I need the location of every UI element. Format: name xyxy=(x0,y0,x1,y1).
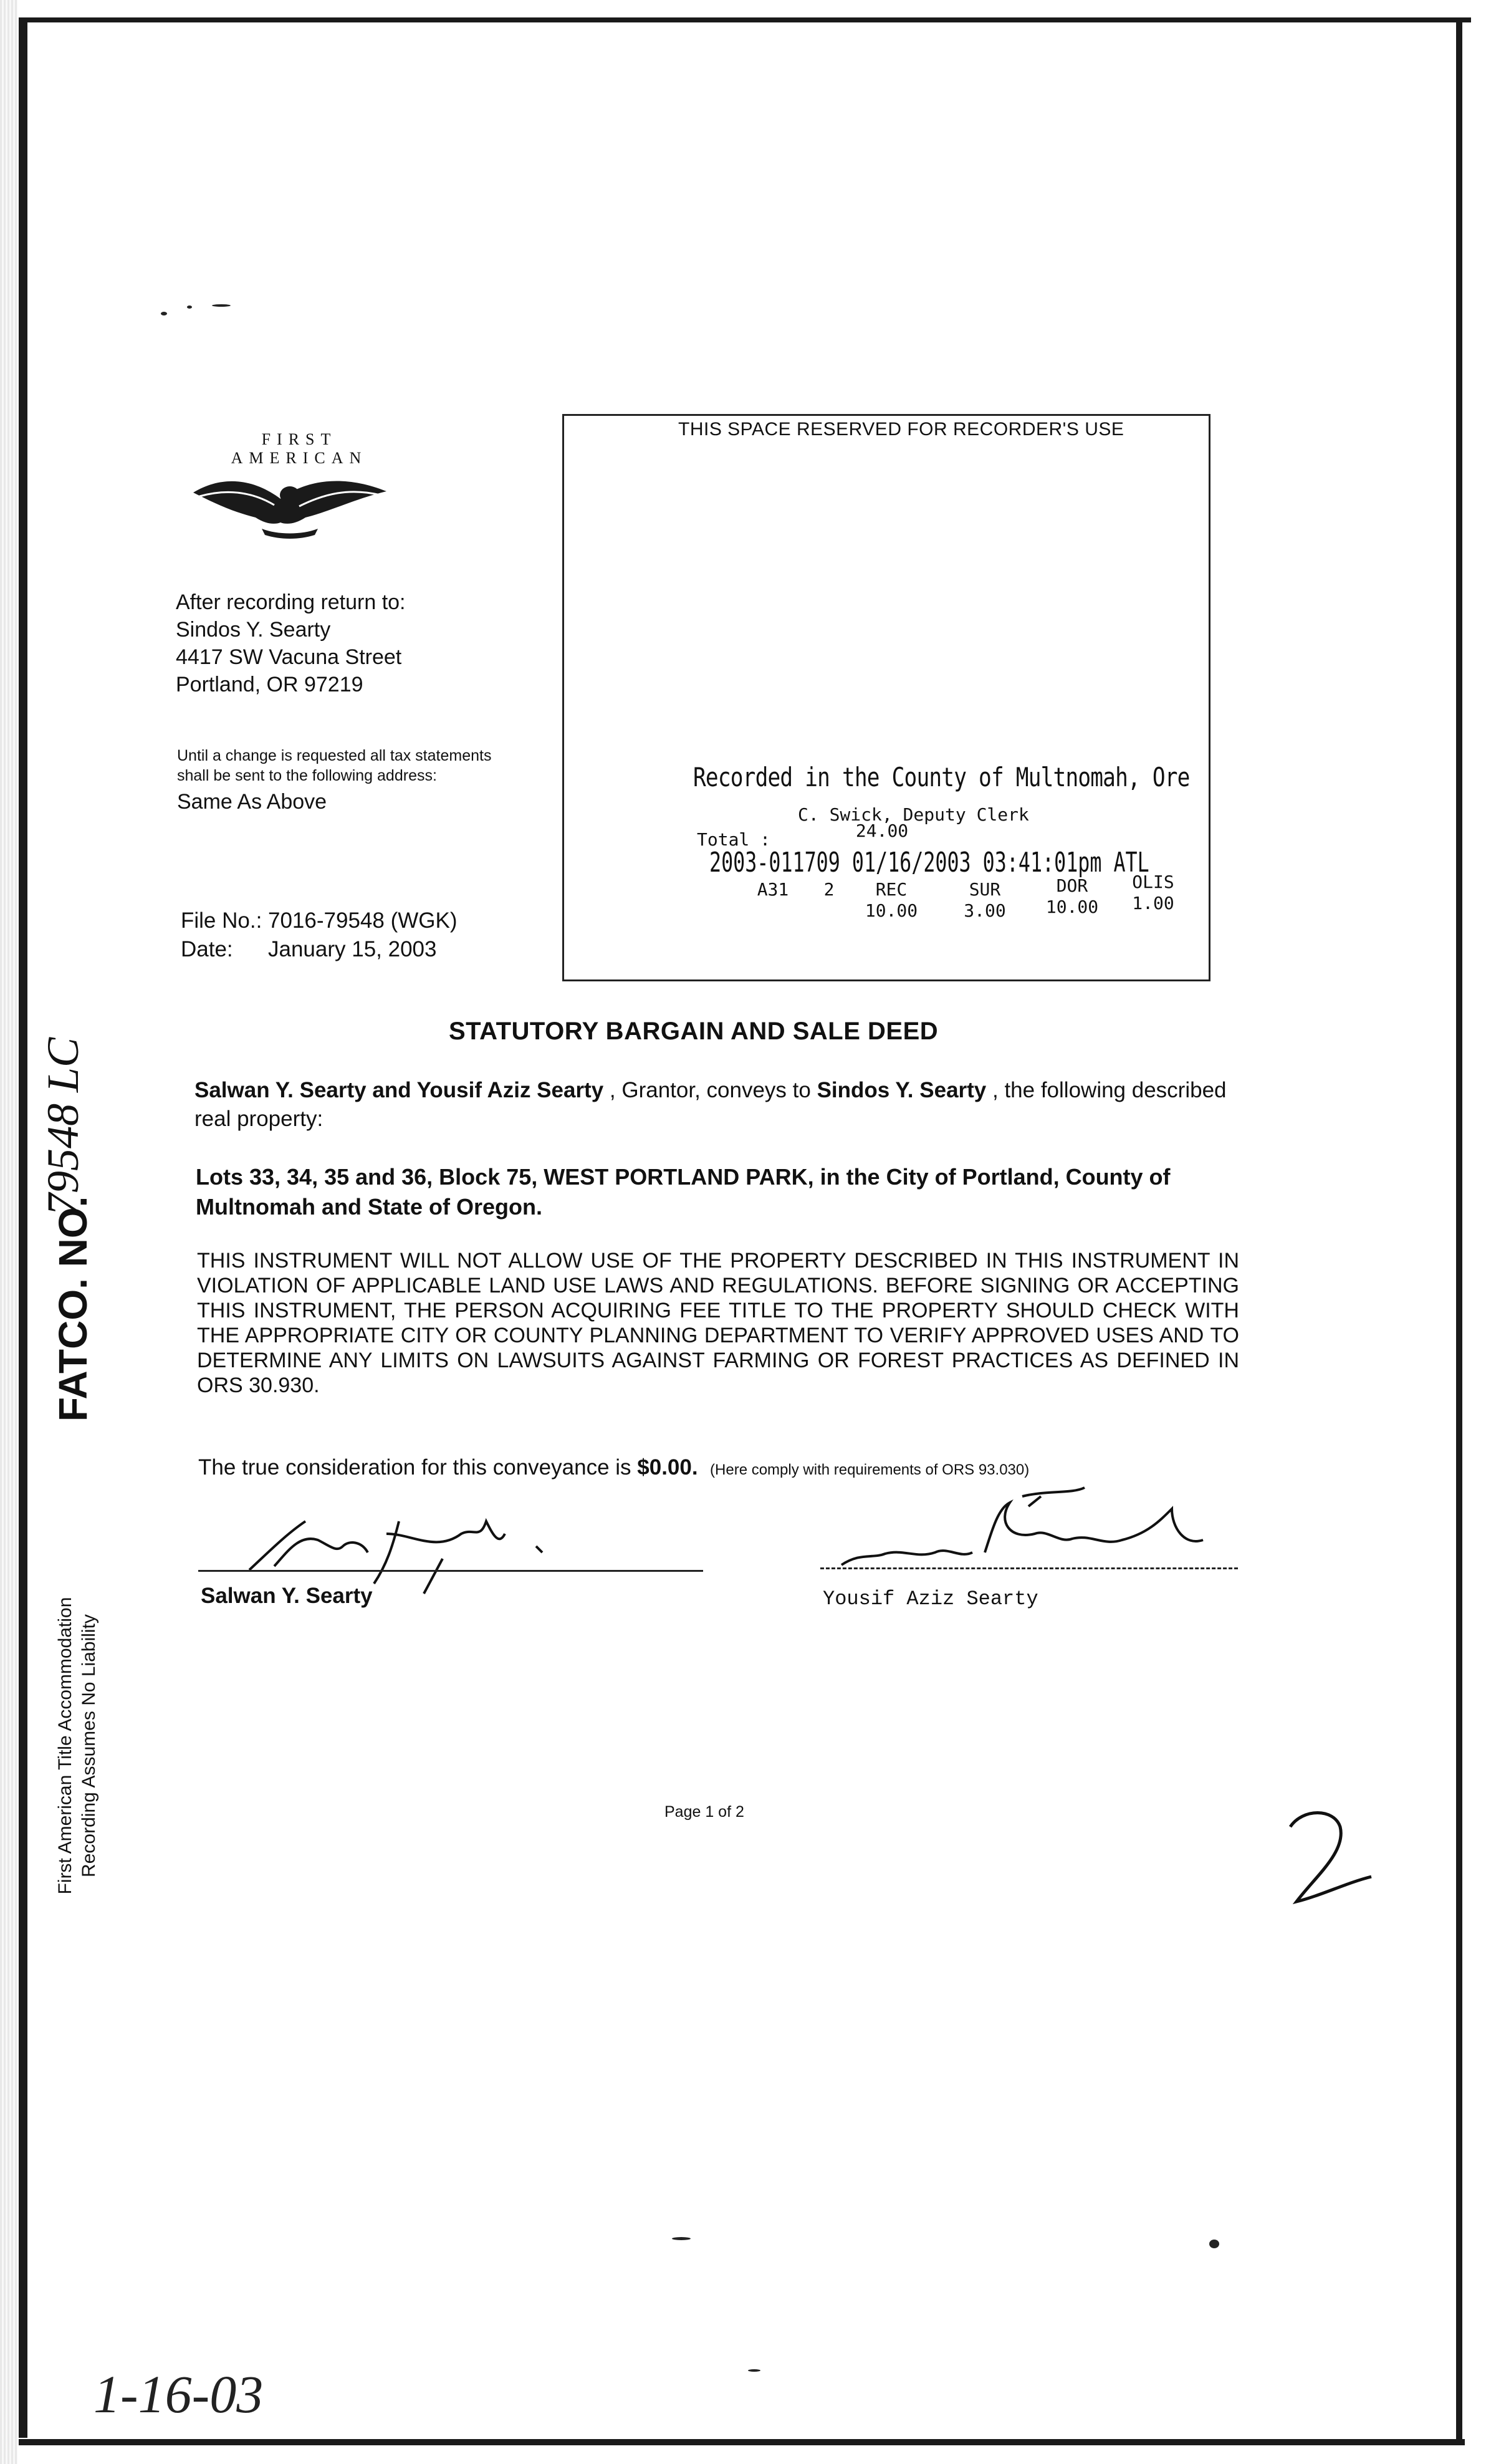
fatco-label: FATCO. NO. xyxy=(50,1196,95,1422)
title-disclaimer-margin xyxy=(54,1584,122,1908)
return-name: Sindos Y. Searty xyxy=(176,618,331,642)
property-description: Lots 33, 34, 35 and 36, Block 75, WEST PORTLAND PARK, in the City of Portland, County of Multnomah and State of Oregon. xyxy=(196,1164,1171,1220)
scan-speck xyxy=(212,304,231,307)
fee-code: SUR xyxy=(969,879,1001,900)
fee-value: 10.00 xyxy=(865,900,918,921)
scan-edge xyxy=(0,0,17,2464)
page-number: Page 1 of 2 xyxy=(664,1803,744,1821)
fee-value: 3.00 xyxy=(964,900,1006,921)
fee-code: REC xyxy=(875,879,908,900)
scan-speck xyxy=(187,306,192,309)
logo-arc-text: FIRST AMERICAN xyxy=(231,430,368,467)
consideration-text: The true consideration for this conveyance is xyxy=(198,1455,638,1480)
page-border-bottom xyxy=(19,2439,1465,2445)
grantor-end: , the following described real property: xyxy=(194,1078,1227,1131)
fee-value: 10.00 xyxy=(1045,897,1099,917)
fee-code: A31 xyxy=(757,879,789,900)
disclaimer-line-2: Recording Assumes No Liability xyxy=(79,1614,99,1877)
fatco-handwritten: 79548 LC xyxy=(38,1037,88,1216)
file-info-block xyxy=(181,907,457,964)
signature-line-right xyxy=(820,1567,1238,1569)
fee-code: OLIS xyxy=(1132,872,1174,892)
stamp-clerk: C. Swick, Deputy Clerk xyxy=(798,804,1029,825)
file-number-value: 7016-79548 (WGK) xyxy=(268,908,458,933)
scan-speck xyxy=(748,2369,760,2372)
return-street: 4417 SW Vacuna Street xyxy=(176,645,402,669)
page-border-top xyxy=(19,17,1471,22)
return-address-block xyxy=(176,589,406,698)
grantor-names: Salwan Y. Searty and Yousif Aziz Searty xyxy=(194,1078,604,1102)
grantee-name: Sindos Y. Searty xyxy=(817,1078,987,1102)
deed-title: STATUTORY BARGAIN AND SALE DEED xyxy=(449,1018,939,1045)
fee-value: 1.00 xyxy=(1132,893,1174,913)
grantor-mid: , Grantor, conveys to xyxy=(603,1078,817,1102)
signature-salwan xyxy=(212,1496,561,1596)
scan-speck xyxy=(672,2237,691,2240)
eagle-logo-icon xyxy=(187,455,393,549)
consideration-amount: $0.00. xyxy=(637,1455,698,1480)
signer-name-right: Yousif Aziz Searty xyxy=(823,1587,1038,1610)
fatco-number-margin xyxy=(25,973,118,1422)
consideration-statement xyxy=(198,1455,1029,1480)
disclaimer-line-1: First American Title Accommodation xyxy=(55,1597,75,1895)
land-use-warning: THIS INSTRUMENT WILL NOT ALLOW USE OF THE PROPERTY DESCRIBED IN THIS INSTRUMENT IN VIOLATION OF APPLICABLE LAND USE LAWS AND REGULATIONS. BEFORE SIGNING OR ACCEPTING THIS INSTRUMENT, THE PERSON ACQUIRING FEE TITLE TO THE PROPERTY SHOULD CHECK WITH THE APPROPRIATE CITY OR COUNTY PLANNING DEPARTMENT TO VERIFY APPROVED USES AND TO DETERMINE ANY LIMITS ON LAWSUITS AGAINST FARMING OR FOREST PRACTICES AS DEFINED IN ORS 30.930. xyxy=(197,1249,1239,1397)
date-label: Date: xyxy=(181,937,233,961)
tax-address: Same As Above xyxy=(177,790,327,814)
stamp-total-value: 24.00 xyxy=(855,821,909,841)
handwritten-date: 1-16-03 xyxy=(93,2364,264,2424)
handwritten-number-text: 2 xyxy=(1278,1794,1283,1804)
consideration-note: (Here comply with requirements of ORS 93.030) xyxy=(710,1461,1030,1478)
fee-code: 2 xyxy=(823,879,835,900)
signer-name-left: Salwan Y. Searty xyxy=(201,1584,373,1608)
recorder-heading: THIS SPACE RESERVED FOR RECORDER'S USE xyxy=(678,419,1124,440)
stamp-total-label: Total : xyxy=(697,829,771,850)
file-number-label: File No.: xyxy=(181,908,262,933)
grantor-paragraph xyxy=(194,1076,1242,1133)
tax-statement-block xyxy=(177,746,491,812)
stamp-record-line: 2003-011709 01/16/2003 03:41:01pm ATL xyxy=(709,847,1149,878)
handwritten-number xyxy=(1278,1794,1378,1914)
page-border-right xyxy=(1456,19,1462,2444)
tax-line-2: shall be sent to the following address: xyxy=(177,767,437,784)
tax-line-1: Until a change is requested all tax statements xyxy=(177,747,492,764)
date-value: January 15, 2003 xyxy=(268,937,437,961)
scan-speck xyxy=(1209,2240,1219,2248)
scan-speck xyxy=(161,312,167,315)
stamp-recorded-in: Recorded in the County of Multnomah, Ore xyxy=(693,762,1190,792)
signature-line-left xyxy=(198,1570,703,1572)
fee-code: DOR xyxy=(1056,875,1088,896)
return-city: Portland, OR 97219 xyxy=(176,673,363,696)
return-heading: After recording return to: xyxy=(176,590,406,614)
